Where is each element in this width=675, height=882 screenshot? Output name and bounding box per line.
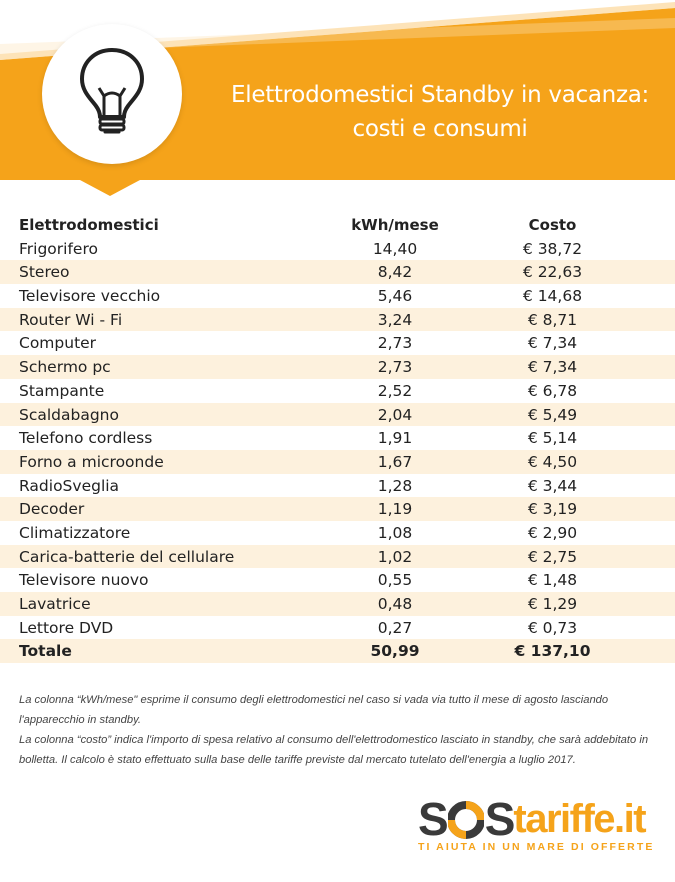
cell-cost: € 14,68 (522, 287, 583, 306)
table-row (0, 379, 675, 403)
logo-tariffe: tariffe.it (513, 797, 646, 841)
column-header-kwh: kWh/mese (351, 216, 439, 234)
footnote-cost: La colonna “costo” indica l'importo di spesa relativo al consumo dell'elettrodomestico lasciato in standby, che sarà addebitato in bolletta. Il calcolo è stato effettuato sulla base delle tariffe previste dal mercato tutelato dell'energia a luglio 2017. (19, 734, 649, 766)
table-row (0, 260, 675, 284)
footnote-kwh: La colonna “kWh/mese" esprime il consumo degli elettrodomestici nel caso si vada via tutto il mese di agosto lasciando l'apparecchio in standby. (19, 694, 609, 726)
cell-appliance: Schermo pc (19, 358, 111, 377)
cell-kwh: 5,46 (377, 287, 413, 306)
table-row (0, 331, 675, 355)
cell-kwh: 2,73 (377, 334, 413, 353)
table-total-row (0, 639, 675, 663)
cell-appliance: Forno a microonde (19, 452, 164, 471)
sostariffe-logo (418, 793, 658, 857)
cell-cost: € 1,48 (527, 571, 578, 590)
lightbulb-badge (42, 24, 182, 164)
cell-appliance: Telefono cordless (19, 429, 153, 448)
cell-cost: € 7,34 (527, 358, 578, 377)
header-banner (0, 0, 675, 200)
table-row (0, 616, 675, 640)
table-row (0, 521, 675, 545)
cell-kwh: 8,42 (377, 263, 413, 282)
cell-cost: € 6,78 (527, 381, 578, 400)
cell-kwh: 1,19 (377, 500, 413, 519)
cell-cost: € 8,71 (527, 310, 578, 329)
cell-appliance: Lettore DVD (19, 618, 114, 637)
cell-appliance: Climatizzatore (19, 523, 131, 542)
cell-kwh: 3,24 (377, 310, 413, 329)
page-title (205, 78, 675, 146)
logo-wordmark (418, 793, 646, 845)
cell-appliance: Stampante (19, 381, 105, 400)
cell-appliance: RadioSveglia (19, 476, 120, 495)
column-header-appliance: Elettrodomestici (19, 216, 159, 234)
cell-kwh: 1,08 (377, 523, 413, 542)
table-row (0, 592, 675, 616)
cell-cost: € 3,19 (527, 500, 578, 519)
column-header-cost: Costo (528, 216, 577, 234)
cell-cost: € 2,75 (527, 547, 578, 566)
cell-cost: € 7,34 (527, 334, 578, 353)
cell-kwh: 2,73 (377, 358, 413, 377)
cell-cost: € 22,63 (522, 263, 583, 282)
title-line-1: Elettrodomestici Standby in vacanza: (231, 82, 649, 108)
table-row (0, 237, 675, 261)
table-row (0, 450, 675, 474)
total-cost: € 137,10 (514, 642, 591, 661)
table-header (0, 213, 675, 237)
cell-kwh: 2,52 (377, 381, 413, 400)
cell-cost: € 4,50 (527, 452, 578, 471)
cell-appliance: Frigorifero (19, 239, 98, 258)
cell-kwh: 1,67 (377, 452, 413, 471)
table-row (0, 355, 675, 379)
cell-kwh: 0,27 (377, 618, 413, 637)
logo-letter-s1: S (418, 793, 447, 845)
table-row (0, 403, 675, 427)
lifebuoy-icon (448, 800, 484, 840)
standby-table (0, 213, 675, 663)
logo-letter-s2: S (484, 793, 514, 845)
cell-cost: € 5,49 (527, 405, 578, 424)
table-row (0, 497, 675, 521)
lightbulb-icon (77, 46, 147, 138)
cell-kwh: 1,02 (377, 547, 413, 566)
cell-appliance: Lavatrice (19, 595, 91, 613)
cell-kwh: 0,48 (377, 595, 413, 613)
cell-appliance: Televisore vecchio (19, 287, 161, 306)
table-row (0, 308, 675, 332)
cell-cost: € 0,73 (527, 618, 578, 637)
table-row (0, 568, 675, 592)
cell-appliance: Stereo (19, 263, 70, 282)
cell-appliance: Router Wi - Fi (19, 310, 123, 329)
cell-kwh: 0,55 (377, 571, 413, 590)
table-row (0, 426, 675, 450)
cell-kwh: 1,91 (377, 429, 413, 448)
table-row (0, 545, 675, 569)
cell-appliance: Computer (19, 334, 97, 353)
table-row (0, 284, 675, 308)
table-row (0, 474, 675, 498)
cell-appliance: Carica-batterie del cellulare (19, 547, 235, 566)
cell-kwh: 1,28 (377, 476, 413, 495)
total-label: Totale (19, 642, 72, 661)
footnotes (19, 690, 659, 770)
cell-cost: € 38,72 (522, 239, 583, 258)
cell-cost: € 1,29 (527, 595, 578, 613)
cell-cost: € 3,44 (527, 476, 578, 495)
cell-appliance: Decoder (19, 500, 85, 519)
cell-kwh: 14,40 (372, 239, 418, 258)
cell-cost: € 2,90 (527, 523, 578, 542)
title-line-2: costi e consumi (352, 116, 528, 142)
cell-kwh: 2,04 (377, 405, 413, 424)
cell-appliance: Televisore nuovo (19, 571, 149, 590)
logo-tagline: TI AIUTA IN UN MARE DI OFFERTE (418, 841, 655, 853)
cell-appliance: Scaldabagno (19, 405, 119, 424)
total-kwh: 50,99 (370, 642, 420, 661)
cell-cost: € 5,14 (527, 429, 578, 448)
